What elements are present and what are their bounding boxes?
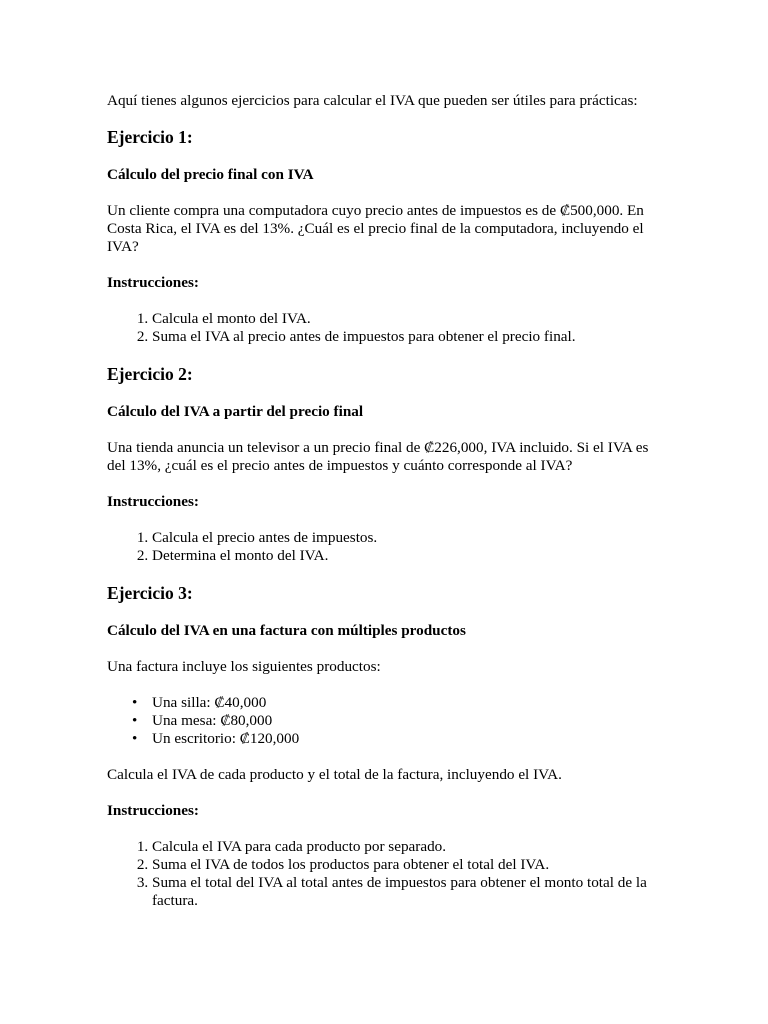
exercise-2-instructions-label: Instrucciones:: [107, 493, 199, 510]
exercise-3-paragraph: Una factura incluye los siguientes productos:: [107, 658, 381, 675]
list-item: 3. Suma el total del IVA al total antes de impuestos para obtener el monto total de la factura.: [152, 874, 663, 910]
list-item: • Una mesa: ₡80,000: [152, 712, 663, 730]
exercise-3-steps: [107, 838, 663, 910]
exercise-1-heading: Ejercicio 1:: [107, 127, 193, 147]
exercise-3-products: [107, 694, 663, 748]
exercise-1-steps: [107, 310, 663, 346]
exercise-3-subheading: Cálculo del IVA en una factura con múltiples productos: [107, 622, 466, 639]
exercise-3-paragraph-2: Calcula el IVA de cada producto y el total de la factura, incluyendo el IVA.: [107, 766, 562, 783]
exercise-2-subheading: Cálculo del IVA a partir del precio final: [107, 403, 364, 420]
exercise-2: [107, 364, 663, 565]
list-item: 2. Suma el IVA al precio antes de impuestos para obtener el precio final.: [152, 328, 663, 346]
list-item: 2. Determina el monto del IVA.: [152, 547, 663, 565]
list-item: 1. Calcula el IVA para cada producto por separado.: [152, 838, 663, 856]
exercise-2-heading: Ejercicio 2:: [107, 364, 193, 384]
exercise-1-instructions-label: Instrucciones:: [107, 274, 199, 291]
intro-text: Aquí tienes algunos ejercicios para calcular el IVA que pueden ser útiles para prácticas:: [107, 92, 638, 109]
list-item: 1. Calcula el precio antes de impuestos.: [152, 529, 663, 547]
document-page: [107, 92, 663, 928]
exercise-3-heading: Ejercicio 3:: [107, 583, 193, 603]
exercise-2-paragraph: Una tienda anuncia un televisor a un precio final de ₡226,000, IVA incluido. Si el IVA es del 13%, ¿cuál es el precio antes de impuestos y cuánto corresponde al IVA?: [107, 439, 649, 474]
exercise-3-instructions-label: Instrucciones:: [107, 802, 199, 819]
list-item: • Una silla: ₡40,000: [152, 694, 663, 712]
exercise-1-subheading: Cálculo del precio final con IVA: [107, 166, 314, 183]
list-item: 2. Suma el IVA de todos los productos para obtener el total del IVA.: [152, 856, 663, 874]
list-item: • Un escritorio: ₡120,000: [152, 730, 663, 748]
exercise-1: [107, 127, 663, 346]
exercise-2-steps: [107, 529, 663, 565]
exercise-3: [107, 583, 663, 910]
list-item: 1. Calcula el monto del IVA.: [152, 310, 663, 328]
exercise-1-paragraph: Un cliente compra una computadora cuyo precio antes de impuestos es de ₡500,000. En Costa Rica, el IVA es del 13%. ¿Cuál es el precio final de la computadora, incluyendo el IVA?: [107, 202, 644, 255]
